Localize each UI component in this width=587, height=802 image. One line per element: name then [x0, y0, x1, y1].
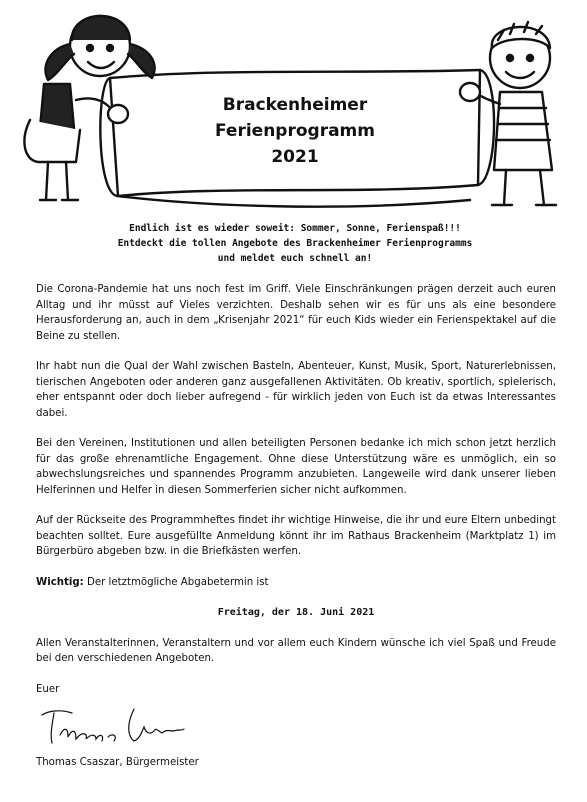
- deadline-date: Freitag, der 18. Juni 2021: [217, 607, 375, 618]
- paragraph: Die Corona-Pandemie hat uns noch fest im Griff. Viele Einschränkungen prägen derzeit auch euren Alltag und ihr müsst auf Vieles verzichten. Deshalb sehen wir es für uns als eine besondere Herausforderung an, auch in dem „Krisenjahr 2021“ für euch Kids wieder ein Ferienspektakel auf die Beine zu stellen.: [36, 284, 556, 342]
- intro-line: Endlich ist es wieder soweit: Sommer, Sonne, Ferienspaß!!!: [129, 223, 461, 234]
- intro-line: Entdeckt die tollen Angebote des Brackenheimer Ferienprogramms: [117, 238, 473, 249]
- intro-line: und meldet euch schnell an!: [217, 253, 373, 264]
- paragraph: Auf der Rückseite des Programmheftes findet ihr wichtige Hinweise, die ihr und eure Eltern unbedingt beachten solltet. Eure ausgefüllte Anmeldung könnt ihr im Rathaus Brackenheim (Marktplatz 1) im Bürgerbüro abgeben bzw. in die Briefkästen werfen.: [36, 515, 556, 557]
- paragraph: Ihr habt nun die Qual der Wahl zwischen Basteln, Abenteuer, Kunst, Musik, Sport, Naturerlebnissen, tierischen Angeboten oder anderen ganz ausgefallenen Aktivitäten. Ob kreativ, sportlich, spielerisch, eher entspannt oder doch lieber aufregend - für wirklich jeden von Euch ist da etwas Interessantes dabei.: [36, 361, 556, 419]
- closing-paragraph: Allen Veranstalterinnen, Veranstaltern und vor allem euch Kindern wünsche ich viel Spaß und Freude bei den verschiedenen Angeboten.: [36, 637, 556, 664]
- title-line: 2021: [271, 147, 319, 167]
- banner-title: [150, 92, 440, 170]
- intro-headline: [60, 221, 530, 266]
- signer-name: Thomas Csaszar, Bürgermeister: [36, 757, 199, 768]
- handwritten-signature: [38, 701, 188, 751]
- title-line: Ferienprogramm: [215, 121, 375, 141]
- important-label: Wichtig:: [36, 576, 84, 588]
- paragraph: Bei den Vereinen, Institutionen und allen beteiligten Personen bedanke ich mich schon jetzt herzlich für das große ehrenamtliche Engagement. Ohne diese Unterstützung wäre es unmöglich, ein so abwechslungsreiches und spannendes Programm anzubieten. Langeweile wird dank unserer lieben Helferinnen und Helfer in diesen Sommerferien sicher nicht aufkommen.: [36, 438, 556, 496]
- greeting: Euer: [36, 683, 60, 695]
- important-text: Der letztmögliche Abgabetermin ist: [83, 576, 269, 588]
- important-note: [36, 575, 556, 591]
- title-line: Brackenheimer: [222, 95, 368, 115]
- letter-body: [36, 282, 556, 771]
